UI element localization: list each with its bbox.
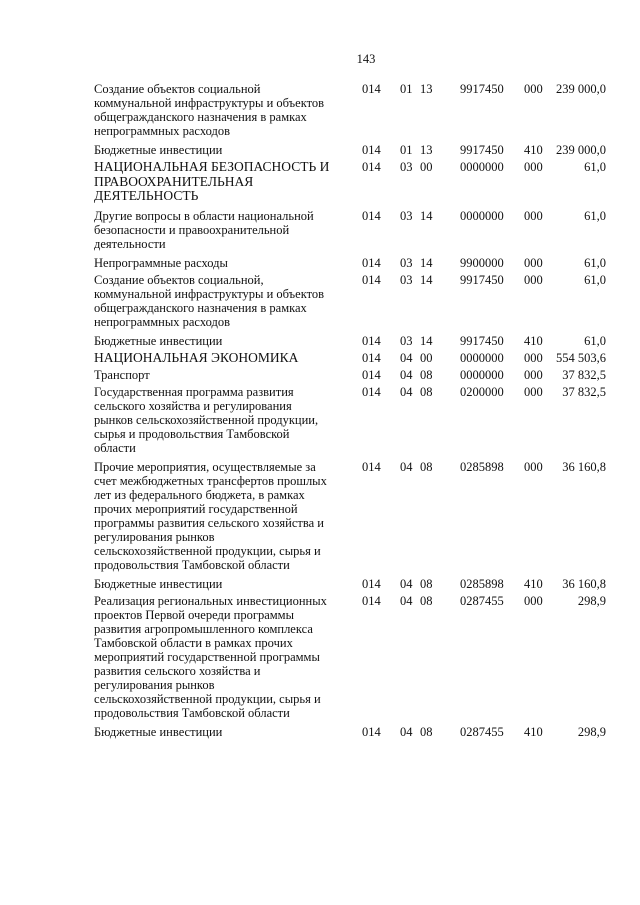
- target-article-code: 0287455: [460, 594, 504, 608]
- row-description: Бюджетные инвестиции: [94, 333, 223, 348]
- row-description: Бюджетные инвестиции: [94, 577, 223, 591]
- amount: 61,0: [584, 208, 606, 223]
- table-row: [94, 725, 606, 739]
- amount: 61,0: [584, 333, 606, 348]
- department-code: 014: [362, 460, 381, 474]
- subsection-code: 08: [420, 385, 433, 399]
- target-article-code: 0000000: [460, 368, 504, 382]
- section-code: 03: [400, 255, 413, 270]
- section-code: 04: [400, 350, 413, 365]
- table-row: [94, 351, 606, 366]
- table-row: [94, 594, 606, 720]
- section-code: 04: [400, 385, 413, 399]
- amount: 554 503,6: [556, 350, 606, 365]
- target-article-code: 0285898: [460, 577, 504, 591]
- table-row: [94, 460, 606, 572]
- subsection-code: 14: [420, 272, 433, 287]
- subsection-code: 08: [420, 577, 433, 591]
- expense-type-code: 000: [524, 160, 543, 174]
- row-description: Реализация региональных инвестиционных проектов Первой очереди программы развития агропромышленного комплекса Тамбовской области в рамках прочих мероприятий государственной программы развития сельского хозяйства и регулирования рынков сельскохозяйственной продукции, сырья и продовольствия Тамбовской области: [94, 594, 327, 720]
- budget-table: [94, 82, 606, 744]
- expense-type-code: 000: [524, 460, 543, 474]
- target-article-code: 0000000: [460, 160, 504, 174]
- subsection-code: 00: [420, 350, 433, 365]
- section-code: 04: [400, 368, 413, 382]
- section-code: 03: [400, 333, 413, 348]
- target-article-code: 0285898: [460, 460, 504, 474]
- department-code: 014: [362, 255, 381, 270]
- amount: 239 000,0: [556, 82, 606, 96]
- target-article-code: 9900000: [460, 255, 504, 270]
- amount: 37 832,5: [562, 385, 606, 399]
- expense-type-code: 000: [524, 208, 543, 223]
- subsection-code: 08: [420, 594, 433, 608]
- section-code: 03: [400, 208, 413, 223]
- row-description: НАЦИОНАЛЬНАЯ БЕЗОПАСНОСТЬ И ПРАВООХРАНИТЕЛЬНАЯ ДЕЯТЕЛЬНОСТЬ: [94, 159, 330, 203]
- subsection-code: 14: [420, 208, 433, 223]
- department-code: 014: [362, 350, 381, 365]
- target-article-code: 9917450: [460, 143, 504, 157]
- row-description: Непрограммные расходы: [94, 255, 228, 270]
- table-row: [94, 334, 606, 348]
- row-description: Прочие мероприятия, осуществляемые за счет межбюджетных трансфертов прошлых лет из федерального бюджета, в рамках прочих мероприятий государственной программы развития сельского хозяйства и регулирования рынков сельскохозяйственной продукции, сырья и продовольствия Тамбовской области: [94, 460, 327, 572]
- amount: 61,0: [584, 160, 606, 174]
- expense-type-code: 000: [524, 368, 543, 382]
- row-description: Бюджетные инвестиции: [94, 725, 223, 739]
- table-row: [94, 256, 606, 270]
- amount: 298,9: [577, 594, 606, 608]
- expense-type-code: 410: [524, 143, 543, 157]
- target-article-code: 0200000: [460, 385, 504, 399]
- table-row: [94, 209, 606, 251]
- target-article-code: 0000000: [460, 208, 504, 223]
- subsection-code: 14: [420, 333, 433, 348]
- department-code: 014: [362, 82, 381, 96]
- target-article-code: 0000000: [460, 350, 504, 365]
- department-code: 014: [362, 208, 381, 223]
- department-code: 014: [362, 577, 381, 591]
- department-code: 014: [362, 385, 381, 399]
- target-article-code: 9917450: [460, 333, 504, 348]
- amount: 298,9: [577, 725, 606, 739]
- department-code: 014: [362, 368, 381, 382]
- department-code: 014: [362, 272, 381, 287]
- department-code: 014: [362, 725, 381, 739]
- department-code: 014: [362, 333, 381, 348]
- row-description: НАЦИОНАЛЬНАЯ ЭКОНОМИКА: [94, 349, 299, 365]
- row-description: Другие вопросы в области национальной безопасности и правоохранительной деятельности: [94, 208, 314, 251]
- subsection-code: 13: [420, 82, 433, 96]
- amount: 61,0: [584, 255, 606, 270]
- section-code: 04: [400, 460, 413, 474]
- subsection-code: 00: [420, 160, 433, 174]
- table-row: [94, 82, 606, 138]
- row-description: Создание объектов социальной коммунальной инфраструктуры и объектов общегражданского назначения в рамках непрограммных расходов: [94, 82, 325, 138]
- row-description: Государственная программа развития сельского хозяйства и регулирования рынков сельскохозяйственной продукции, сырья и продовольствия Тамбовской области: [94, 385, 319, 455]
- department-code: 014: [362, 160, 381, 174]
- amount: 37 832,5: [562, 368, 606, 382]
- department-code: 014: [362, 594, 381, 608]
- table-row: [94, 160, 606, 204]
- expense-type-code: 410: [524, 725, 543, 739]
- table-row: [94, 385, 606, 455]
- table-row: [94, 368, 606, 382]
- subsection-code: 08: [420, 368, 433, 382]
- amount: 239 000,0: [556, 143, 606, 157]
- expense-type-code: 000: [524, 594, 543, 608]
- expense-type-code: 000: [524, 255, 543, 270]
- amount: 36 160,8: [562, 577, 606, 591]
- section-code: 01: [400, 82, 413, 96]
- amount: 36 160,8: [562, 460, 606, 474]
- table-row: [94, 577, 606, 591]
- row-description: Создание объектов социальной, коммунальной инфраструктуры и объектов общегражданского назначения в рамках непрограммных расходов: [94, 272, 325, 329]
- subsection-code: 14: [420, 255, 433, 270]
- page-number: 143: [356, 52, 376, 66]
- expense-type-code: 000: [524, 272, 543, 287]
- section-code: 04: [400, 594, 413, 608]
- amount: 61,0: [584, 272, 606, 287]
- section-code: 03: [400, 272, 413, 287]
- table-row: [94, 143, 606, 157]
- subsection-code: 08: [420, 460, 433, 474]
- row-description: Транспорт: [94, 368, 150, 382]
- section-code: 03: [400, 160, 413, 174]
- expense-type-code: 410: [524, 577, 543, 591]
- target-article-code: 0287455: [460, 725, 504, 739]
- expense-type-code: 410: [524, 333, 543, 348]
- subsection-code: 08: [420, 725, 433, 739]
- table-row: [94, 273, 606, 329]
- target-article-code: 9917450: [460, 82, 504, 96]
- section-code: 01: [400, 143, 413, 157]
- subsection-code: 13: [420, 143, 433, 157]
- expense-type-code: 000: [524, 385, 543, 399]
- department-code: 014: [362, 143, 381, 157]
- section-code: 04: [400, 577, 413, 591]
- section-code: 04: [400, 725, 413, 739]
- expense-type-code: 000: [524, 350, 543, 365]
- target-article-code: 9917450: [460, 272, 504, 287]
- row-description: Бюджетные инвестиции: [94, 143, 223, 157]
- expense-type-code: 000: [524, 82, 543, 96]
